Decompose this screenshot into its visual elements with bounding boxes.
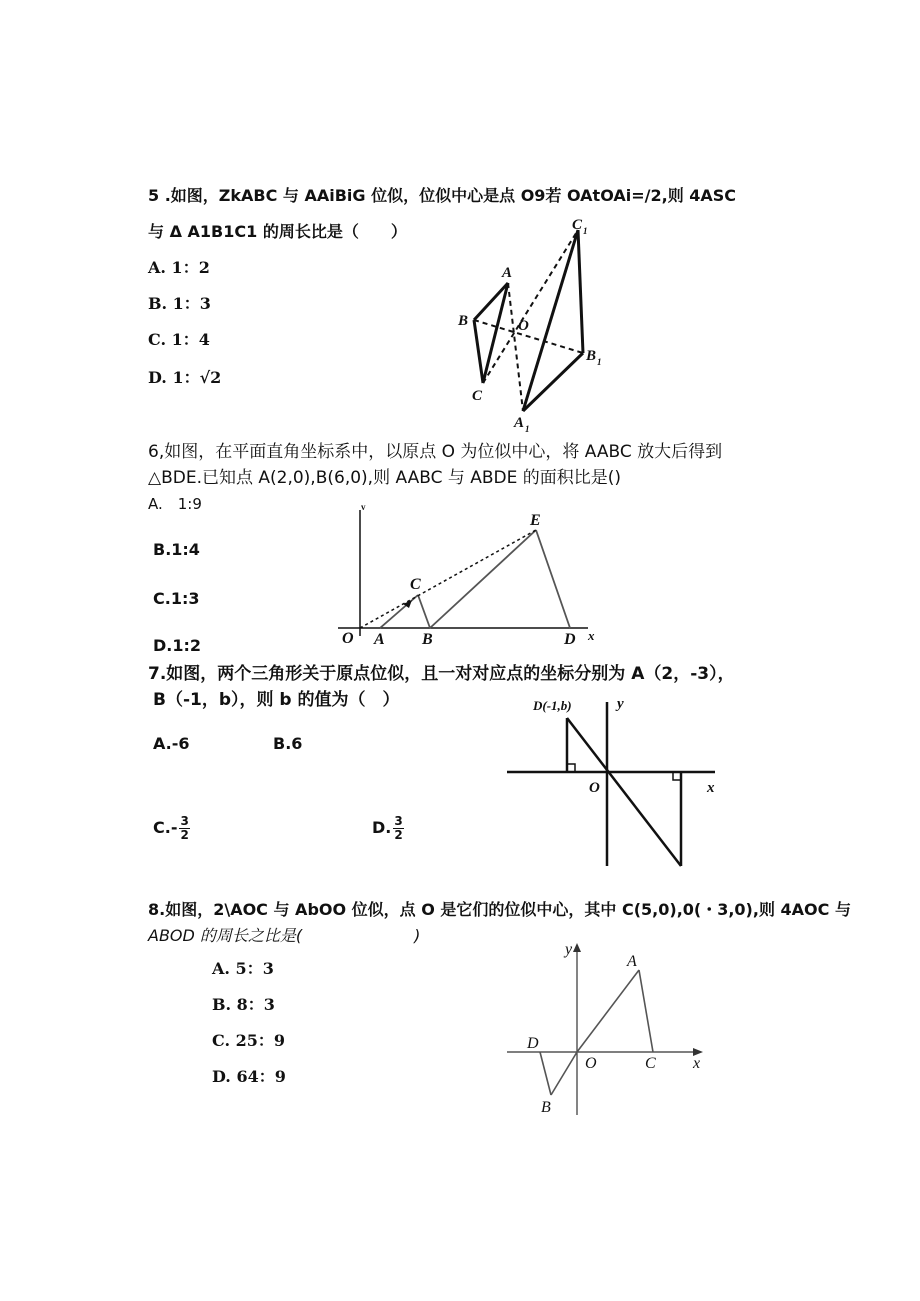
q6-label-a: A: [374, 631, 385, 648]
q6-label-o: O: [342, 630, 354, 647]
q6-label-d: D: [564, 631, 576, 648]
q5-stem-line2: 与 Δ A1B1C1 的周长比是（ ）: [148, 222, 407, 241]
q5-option-d: D. 1：√2: [148, 368, 222, 387]
q6-label-x: x: [588, 628, 595, 643]
q8-label-x: x: [693, 1055, 701, 1072]
q8-stem-line2: ABOD 的周长之比是( ): [148, 926, 421, 945]
q5-label-c1-sub: 1: [583, 226, 588, 236]
q7-stem-line1: 7.如图，两个三角形关于原点位似，且一对对应点的坐标分别为 A（2，-3），: [148, 664, 735, 684]
q7-option-d-numerator: 3: [394, 814, 403, 828]
q7-label-d: D(-1,b): [533, 698, 572, 713]
q7-option-d-label: D.: [372, 818, 392, 837]
q5-label-b: B: [458, 313, 469, 329]
q6-label-b: B: [422, 631, 433, 648]
q7-label-o: O: [589, 780, 600, 796]
q5-label-o: O: [518, 318, 529, 334]
q7-option-c: [153, 815, 190, 842]
q5-label-a1-sub: 1: [525, 424, 530, 434]
q7-option-b: B.6: [273, 734, 303, 753]
q5-label-b1-sub: 1: [597, 357, 602, 367]
q6-option-c: C.1:3: [153, 589, 200, 608]
q8-figure: [505, 940, 715, 1115]
q8-label-o: O: [585, 1055, 597, 1072]
q7-option-a: A.-6: [153, 734, 190, 753]
q8-option-d: D. 64：9: [212, 1067, 286, 1086]
q5-option-a: A. 1：2: [148, 258, 210, 277]
q5-label-a: A: [502, 265, 513, 281]
q5-figure: [450, 215, 610, 440]
q8-option-b: B. 8：3: [212, 995, 275, 1014]
q5-label-c1: C: [572, 217, 583, 233]
q7-figure: [505, 690, 735, 875]
q8-label-b: B: [541, 1099, 551, 1116]
q7-option-c-label: C.-: [153, 818, 178, 837]
q5-label-b1: B: [586, 348, 597, 364]
q6-stem-line2: △BDE.已知点 A(2,0),B(6,0),则 AABC 与 ABDE 的面积比是(): [148, 468, 622, 488]
q7-label-x: x: [707, 780, 715, 796]
q6-option-a: A. 1:9: [148, 495, 202, 513]
q8-option-c: C. 25：9: [212, 1031, 285, 1050]
q5-option-b: B. 1：3: [148, 294, 211, 313]
q7-option-d-denominator: 2: [394, 828, 403, 842]
q8-label-d: D: [527, 1035, 539, 1052]
q8-stem-line1: 8.如图，2\AOC 与 AbOO 位似，点 O 是它们的位似中心，其中 C(5,0),0(・3,0),则 4AOC 与: [148, 900, 851, 919]
q5-label-c: C: [472, 388, 483, 404]
q7-option-d-fraction: [393, 815, 403, 842]
q5-label-a1: A: [514, 415, 525, 431]
q6-option-d: D.1:2: [153, 636, 202, 655]
q6-figure: [330, 500, 610, 650]
q8-label-a: A: [627, 953, 637, 970]
q5-stem-line1: 5 .如图，ZkABC 与 AAiBiG 位似，位似中心是点 O9若 OAtOAi=/2,则 4ASC: [148, 186, 737, 205]
q7-option-c-denominator: 2: [180, 828, 189, 842]
q6-label-y: v: [361, 502, 366, 512]
q7-label-y: y: [617, 696, 624, 712]
q8-label-c: C: [645, 1055, 656, 1072]
q6-stem-line1: 6,如图，在平面直角坐标系中，以原点 O 为位似中心，将 AABC 放大后得到: [148, 442, 723, 462]
q8-option-a: A. 5：3: [212, 959, 274, 978]
q5-option-c: C. 1：4: [148, 330, 210, 349]
q7-option-c-fraction: [179, 815, 189, 842]
q7-option-d: [372, 815, 404, 842]
q6-label-e: E: [530, 512, 541, 529]
q7-stem-line2: B（-1，b），则 b 的值为（ ）: [153, 690, 400, 710]
q6-label-c: C: [410, 576, 421, 593]
q8-label-y: y: [565, 941, 573, 958]
q6-option-b: B.1:4: [153, 540, 200, 559]
q7-option-c-numerator: 3: [180, 814, 189, 828]
